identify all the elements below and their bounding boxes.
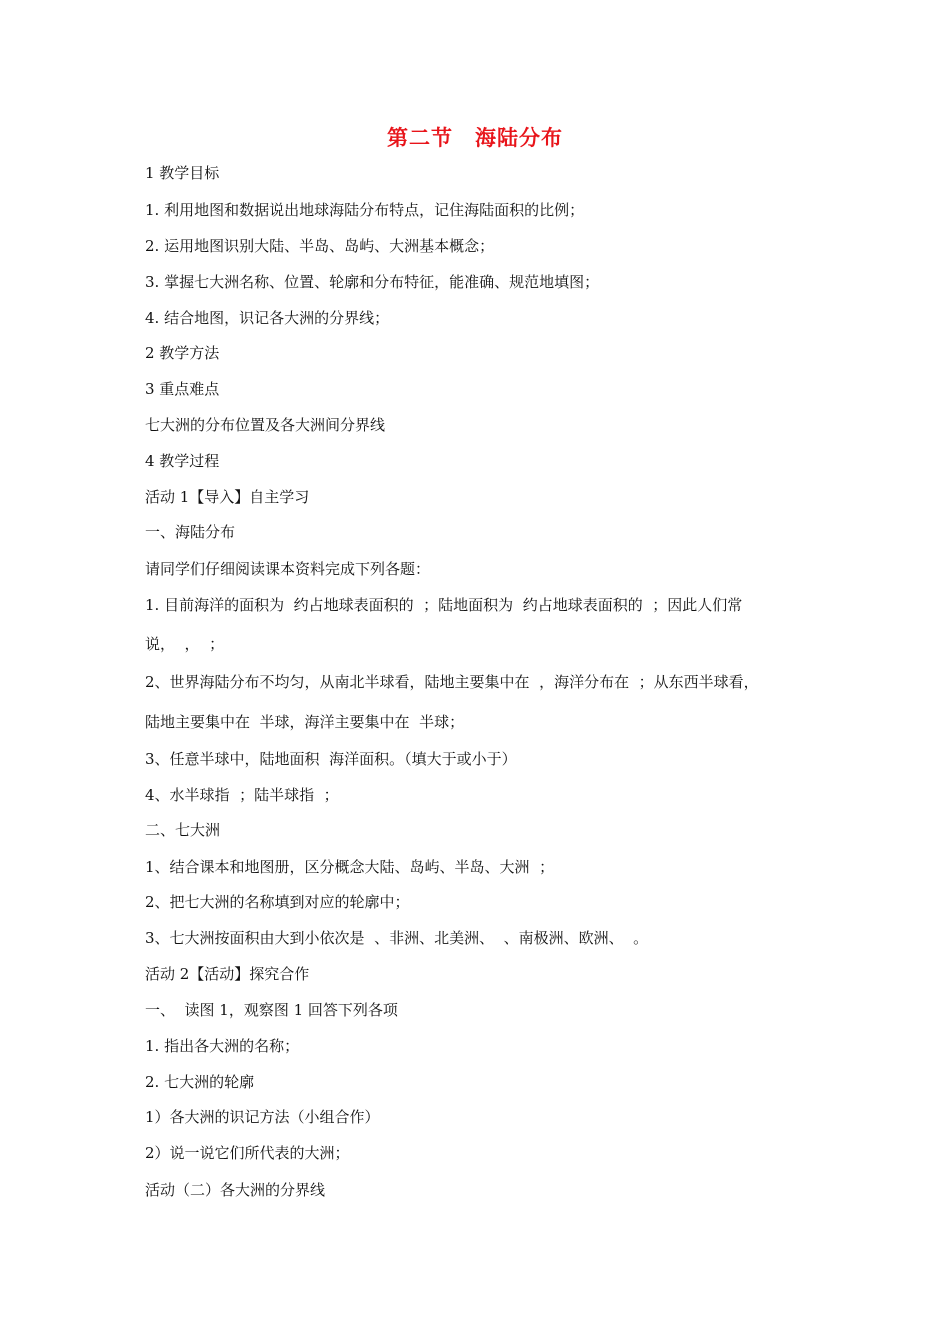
activity-2-heading: 活动 2【活动】探究合作	[145, 965, 310, 983]
continent-question-1: 1、结合课本和地图册，区分概念大陆、岛屿、半岛、大洲 ；	[145, 858, 555, 876]
title-section: 第二节	[387, 126, 453, 150]
activity-2-point-2: 2. 七大洲的轮廓	[145, 1073, 255, 1091]
goal-item-3: 3. 掌握七大洲名称、位置、轮廓和分布特征，能准确、规范地填图；	[145, 273, 600, 291]
goal-item-1: 1. 利用地图和数据说出地球海陆分布特点，记住海陆面积的比例；	[145, 201, 585, 219]
question-1: 1. 目前海洋的面积为 约占地球表面积的 ；陆地面积为 约占地球表面积的 ；因此人们常	[145, 596, 743, 614]
activity-2-item: 一、 读图 1，观察图 1 回答下列各项	[145, 1001, 398, 1019]
page-title	[0, 122, 950, 152]
question-2: 2、世界海陆分布不均匀，从南北半球看，陆地主要集中在 ，海洋分布在 ；从东西半球看，	[145, 673, 759, 691]
question-4: 4、水半球指 ；陆半球指 ；	[145, 786, 339, 804]
question-3: 3、任意半球中，陆地面积 海洋面积。（填大于或小于）	[145, 750, 517, 768]
section-land-sea: 一、海陆分布	[145, 523, 236, 541]
activity-2-sub-2: 2）说一说它们所代表的大洲；	[145, 1144, 350, 1162]
key-points-text: 七大洲的分布位置及各大洲间分界线	[145, 416, 386, 434]
activity-1-heading: 活动 1【导入】自主学习	[145, 488, 310, 506]
heading-teaching-process: 4 教学过程	[145, 452, 220, 470]
section-seven-continents: 二、七大洲	[145, 821, 221, 839]
title-topic: 海陆分布	[475, 126, 563, 150]
heading-teaching-goals: 1 教学目标	[145, 164, 220, 182]
activity-two-boundaries: 活动（二）各大洲的分界线	[145, 1181, 326, 1199]
goal-item-2: 2. 运用地图识别大陆、半岛、岛屿、大洲基本概念；	[145, 237, 495, 255]
instruction-text: 请同学们仔细阅读课本资料完成下列各题：	[145, 560, 431, 578]
continent-question-2: 2、把七大洲的名称填到对应的轮廓中；	[145, 893, 410, 911]
activity-2-point-1: 1. 指出各大洲的名称；	[145, 1037, 300, 1055]
heading-teaching-methods: 2 教学方法	[145, 344, 220, 362]
question-2-continued: 陆地主要集中在 半球，海洋主要集中在 半球；	[145, 713, 465, 731]
activity-2-sub-1: 1）各大洲的识记方法（小组合作）	[145, 1108, 380, 1126]
heading-key-points: 3 重点难点	[145, 380, 220, 398]
goal-item-4: 4. 结合地图，识记各大洲的分界线；	[145, 309, 390, 327]
question-1-continued: 说， ， ；	[145, 635, 225, 653]
continent-question-3: 3、七大洲按面积由大到小依次是 、非洲、北美洲、 、南极洲、欧洲、 。	[145, 929, 649, 947]
